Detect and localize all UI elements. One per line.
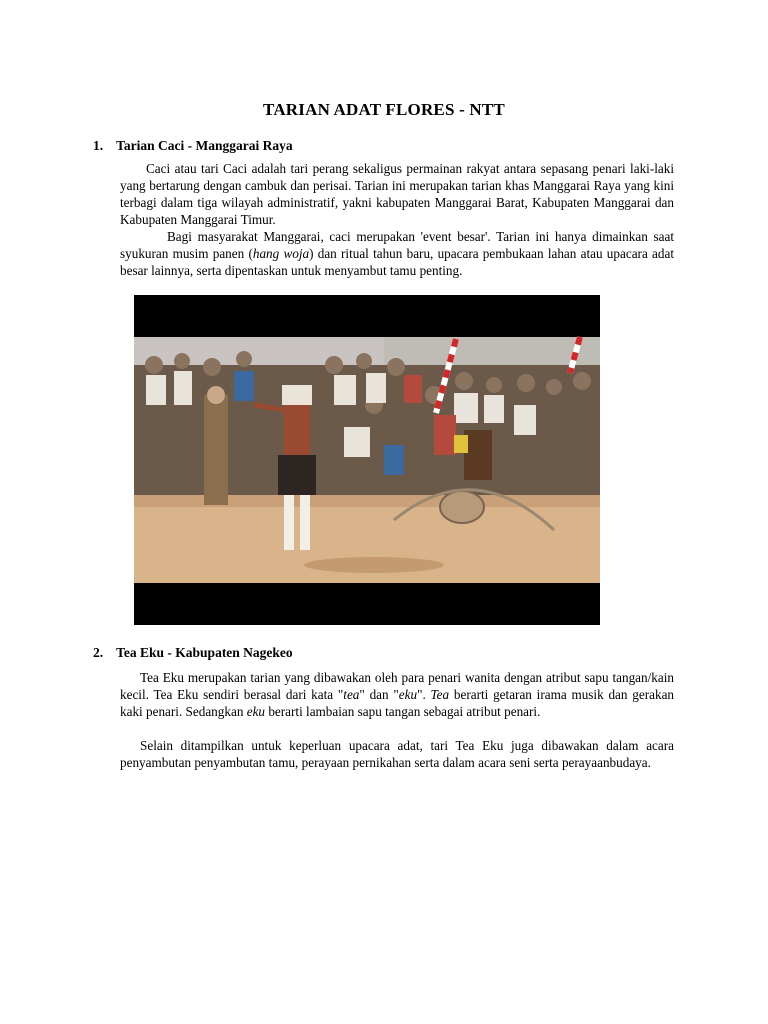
section-number: 1. (93, 138, 104, 153)
text-run: Bagi masyarakat Manggarai, caci merupakan 'event besar'. Tarian ini hanya dimainkan saat syukuran musim panen ( (120, 229, 674, 261)
text-run: ". (417, 687, 431, 702)
paragraph-caci-1: Caci atau tari Caci adalah tari perang sekaligus permainan rakyat antara sepasang penari laki-laki yang bertarung dengan cambuk dan perisai. Tarian ini merupakan tarian khas Manggarai Raya yang kini terbagi dalam tiga wilayah administratif, yakni kabupaten Manggarai Barat, Kabupaten Manggarai dan Kabupaten Manggarai Timur. (120, 161, 674, 227)
text-run: berarti lambaian sapu tangan sebagai atribut penari. (265, 704, 541, 719)
section-heading-caci (93, 138, 293, 154)
paragraph-caci-2 (120, 228, 674, 279)
section-title: Tea Eku - Kabupaten Nagekeo (116, 645, 293, 660)
text-run-italic: eku (398, 687, 418, 702)
paragraph-tea-eku-2: Selain ditampilkan untuk keperluan upacara adat, tari Tea Eku juga dibawakan dalam acara penyambutan penyambutan tamu, perayaan pernikahan serta dalam acara seni serta perayaanbudaya. (120, 738, 674, 770)
paragraph-tea-eku-1 (120, 669, 674, 720)
text-run: Tea Eku merupakan tarian yang dibawakan oleh para penari wanita dengan atribut sapu tangan/kain kecil. Tea Eku sendiri berasal dari kata " (120, 670, 674, 702)
text-run-italic: Tea (430, 687, 450, 702)
page-title: TARIAN ADAT FLORES - NTT (263, 100, 505, 119)
section-heading-tea-eku (93, 645, 293, 661)
caci-dance-photo (134, 295, 600, 625)
text-run: " dan " (359, 687, 399, 702)
text-run-italic: eku (246, 704, 266, 719)
text-run: berarti getaran irama musik dan gerakan kaki penari. Sedangkan (120, 687, 675, 719)
text-run-italic: hang woja (252, 246, 310, 261)
section-number: 2. (93, 645, 104, 660)
section-title: Tarian Caci - Manggarai Raya (116, 138, 293, 153)
text-run-italic: tea (343, 687, 360, 702)
photo-illustration (134, 295, 600, 625)
text-run: ) dan ritual tahun baru, upacara pembukaan lahan atau upacara adat besar lainnya, serta dipentaskan untuk menyambut tamu penting. (120, 246, 674, 278)
